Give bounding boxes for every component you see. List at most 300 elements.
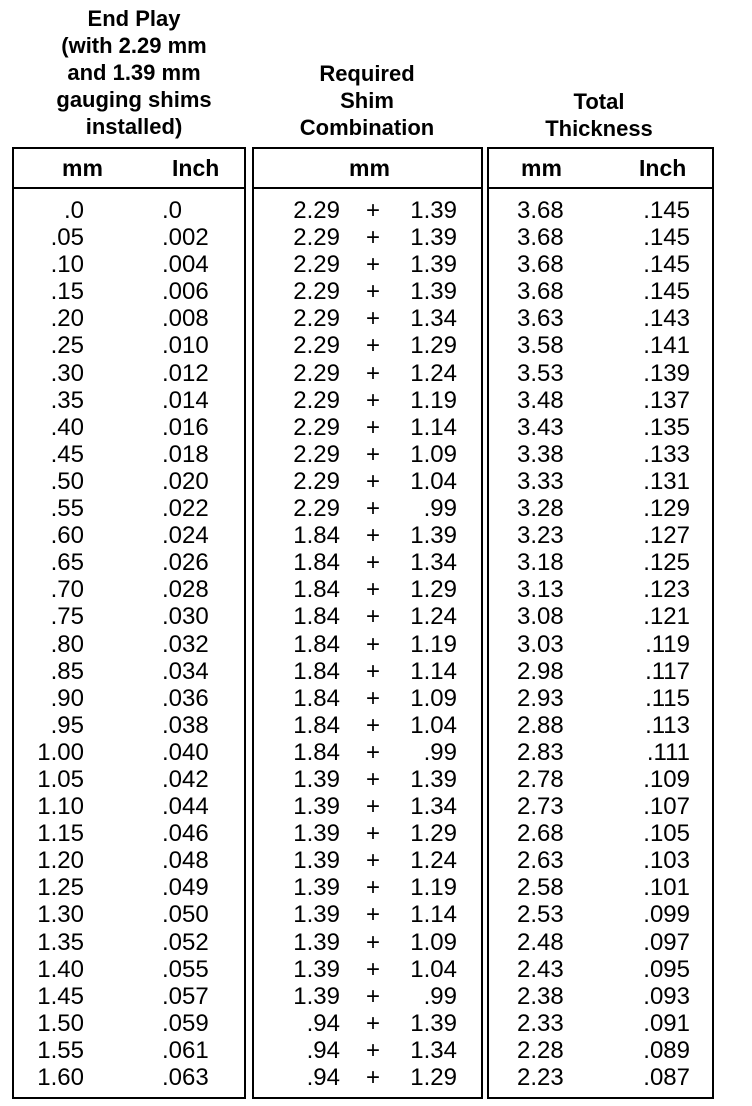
shim-second-value: 1.09 (410, 928, 457, 956)
shim-row (254, 197, 481, 224)
total-row (489, 1037, 712, 1064)
total-mm-value: 3.53 (517, 359, 564, 387)
total-row (489, 901, 712, 928)
plus-sign: + (366, 467, 381, 495)
shim-second-value: 1.29 (410, 576, 457, 604)
plus-sign: + (366, 603, 381, 631)
end-play-mm-value: .50 (50, 467, 84, 495)
total-inch-value: .107 (643, 793, 690, 821)
plus-sign: + (366, 1036, 381, 1064)
total-row (489, 522, 712, 549)
total-mm-value: 3.23 (517, 522, 564, 550)
end-play-header (38, 5, 230, 140)
total-row (489, 360, 712, 387)
shim-header-line: Shim (340, 88, 394, 113)
end-play-row (14, 576, 244, 603)
shim-row (254, 441, 481, 468)
shim-first-value: 2.29 (293, 440, 340, 468)
plus-sign: + (366, 278, 381, 306)
shim-second-value: 1.39 (410, 278, 457, 306)
total-row (489, 549, 712, 576)
total-inch-value: .145 (643, 197, 690, 224)
total-mm-value: 2.78 (517, 765, 564, 793)
shim-first-value: 1.39 (293, 982, 340, 1010)
end-play-row (14, 414, 244, 441)
total-inch-value: .127 (643, 522, 690, 550)
end-play-inch-label: Inch (172, 155, 220, 181)
end-play-inch-value: .026 (162, 549, 209, 577)
end-play-mm-value: 1.50 (37, 1009, 84, 1037)
total-mm-value: 3.68 (517, 197, 564, 224)
total-inch-value: .131 (643, 467, 690, 495)
shim-row (254, 1010, 481, 1037)
total-row (489, 1064, 712, 1091)
total-thickness-column-box (487, 147, 714, 1099)
shim-row (254, 847, 481, 874)
shim-second-value: 1.39 (410, 197, 457, 224)
end-play-mm-value: 1.20 (37, 847, 84, 875)
total-inch-value: .117 (645, 657, 690, 685)
shim-first-value: 2.29 (293, 224, 340, 252)
total-inch-value: .135 (643, 413, 690, 441)
shim-row (254, 983, 481, 1010)
shim-second-value: 1.29 (410, 332, 457, 360)
plus-sign: + (366, 901, 381, 929)
shim-second-value: 1.14 (410, 901, 457, 929)
total-mm-value: 2.73 (517, 793, 564, 821)
shim-second-value: 1.24 (410, 847, 457, 875)
shim-row (254, 766, 481, 793)
total-mm-label: mm (521, 155, 562, 181)
shim-row (254, 1037, 481, 1064)
shim-first-value: .94 (306, 1009, 340, 1037)
shim-second-value: 1.19 (410, 874, 457, 902)
shim-row (254, 712, 481, 739)
plus-sign: + (366, 793, 381, 821)
total-mm-value: 3.18 (517, 549, 564, 577)
plus-sign: + (366, 684, 381, 712)
plus-sign: + (366, 711, 381, 739)
total-inch-label: Inch (639, 155, 687, 181)
total-mm-value: 2.23 (517, 1064, 564, 1091)
end-play-inch-value: .018 (162, 440, 209, 468)
end-play-row (14, 224, 244, 251)
total-row (489, 847, 712, 874)
total-row (489, 712, 712, 739)
shim-second-value: 1.19 (410, 386, 457, 414)
shim-first-value: 2.29 (293, 386, 340, 414)
shim-second-value: 1.34 (410, 793, 457, 821)
shim-first-value: 1.84 (293, 549, 340, 577)
shim-row (254, 874, 481, 901)
end-play-header-line: (with 2.29 mm (61, 33, 207, 58)
shim-first-value: 2.29 (293, 332, 340, 360)
end-play-mm-value: 1.05 (37, 765, 84, 793)
end-play-row (14, 495, 244, 522)
total-mm-value: 2.68 (517, 820, 564, 848)
end-play-mm-value: .30 (50, 359, 84, 387)
total-header-line: Thickness (545, 116, 653, 141)
shim-first-value: 1.84 (293, 657, 340, 685)
end-play-units-row (14, 149, 244, 189)
shim-first-value: .94 (306, 1064, 340, 1091)
total-row (489, 929, 712, 956)
total-inch-value: .105 (643, 820, 690, 848)
end-play-inch-value: .050 (162, 901, 209, 929)
shim-row (254, 305, 481, 332)
end-play-inch-value: .046 (162, 820, 209, 848)
total-mm-value: 2.53 (517, 901, 564, 929)
total-mm-value: 3.68 (517, 251, 564, 279)
total-row (489, 197, 712, 224)
shim-row (254, 522, 481, 549)
total-inch-value: .099 (643, 901, 690, 929)
end-play-mm-value: .55 (50, 495, 84, 523)
total-row (489, 603, 712, 630)
plus-sign: + (366, 955, 381, 983)
total-mm-value: 2.48 (517, 928, 564, 956)
shim-second-value: 1.39 (410, 251, 457, 279)
shim-second-value: 1.19 (410, 630, 457, 658)
plus-sign: + (366, 1009, 381, 1037)
shim-first-value: 1.84 (293, 576, 340, 604)
shim-row (254, 332, 481, 359)
end-play-mm-value: .60 (50, 522, 84, 550)
end-play-inch-value: .022 (162, 495, 209, 523)
total-mm-value: 2.43 (517, 955, 564, 983)
total-row (489, 956, 712, 983)
total-row (489, 414, 712, 441)
end-play-mm-value: 1.10 (37, 793, 84, 821)
shim-first-value: 1.39 (293, 928, 340, 956)
end-play-mm-value: 1.35 (37, 928, 84, 956)
end-play-row (14, 1010, 244, 1037)
total-mm-value: 2.33 (517, 1009, 564, 1037)
shim-header-line: Combination (299, 115, 435, 140)
total-inch-value: .103 (643, 847, 690, 875)
end-play-mm-value: 1.30 (37, 901, 84, 929)
shim-row (254, 739, 481, 766)
total-mm-value: 2.88 (517, 711, 564, 739)
total-inch-value: .109 (643, 765, 690, 793)
end-play-inch-value: .042 (162, 765, 209, 793)
plus-sign: + (366, 386, 381, 414)
shim-row (254, 468, 481, 495)
total-inch-value: .089 (643, 1036, 690, 1064)
shim-first-value: 1.39 (293, 793, 340, 821)
shim-second-value: 1.39 (410, 522, 457, 550)
plus-sign: + (366, 332, 381, 360)
shim-row (254, 929, 481, 956)
plus-sign: + (366, 630, 381, 658)
end-play-inch-value: .012 (162, 359, 209, 387)
end-play-inch-value: .030 (162, 603, 209, 631)
end-play-mm-value: .90 (50, 684, 84, 712)
total-mm-value: 2.58 (517, 874, 564, 902)
end-play-mm-value: .85 (50, 657, 84, 685)
end-play-row (14, 1064, 244, 1091)
shim-first-value: 1.39 (293, 847, 340, 875)
end-play-mm-value: .70 (50, 576, 84, 604)
total-inch-value: .143 (643, 305, 690, 333)
end-play-row (14, 387, 244, 414)
plus-sign: + (366, 765, 381, 793)
end-play-rows (14, 197, 244, 1091)
total-row (489, 766, 712, 793)
end-play-inch-value: .044 (162, 793, 209, 821)
total-inch-value: .139 (643, 359, 690, 387)
end-play-row (14, 332, 244, 359)
end-play-row (14, 658, 244, 685)
end-play-header-line: and 1.39 mm (67, 60, 201, 85)
total-inch-value: .091 (643, 1009, 690, 1037)
shim-second-value: .99 (423, 982, 457, 1010)
total-mm-value: 3.33 (517, 467, 564, 495)
end-play-inch-value: .036 (162, 684, 209, 712)
shim-first-value: 1.84 (293, 630, 340, 658)
total-row (489, 983, 712, 1010)
shim-first-value: 2.29 (293, 278, 340, 306)
shim-row (254, 603, 481, 630)
end-play-row (14, 441, 244, 468)
total-mm-value: 3.68 (517, 224, 564, 252)
shim-second-value: 1.14 (410, 413, 457, 441)
end-play-row (14, 278, 244, 305)
total-row (489, 332, 712, 359)
shim-second-value: 1.04 (410, 711, 457, 739)
end-play-row (14, 874, 244, 901)
plus-sign: + (366, 657, 381, 685)
shim-second-value: 1.04 (410, 467, 457, 495)
total-inch-value: .129 (643, 495, 690, 523)
end-play-inch-value: .006 (162, 278, 209, 306)
end-play-mm-value: .0 (63, 197, 84, 224)
end-play-row (14, 685, 244, 712)
end-play-mm-value: 1.25 (37, 874, 84, 902)
plus-sign: + (366, 359, 381, 387)
shim-first-value: 1.39 (293, 765, 340, 793)
end-play-header-line: gauging shims (56, 87, 212, 112)
shim-row (254, 658, 481, 685)
shim-first-value: 1.84 (293, 684, 340, 712)
end-play-mm-value: 1.55 (37, 1036, 84, 1064)
shim-second-value: 1.39 (410, 765, 457, 793)
shim-row (254, 1064, 481, 1091)
shim-row (254, 278, 481, 305)
end-play-inch-value: .016 (162, 413, 209, 441)
shim-first-value: 1.39 (293, 901, 340, 929)
total-mm-value: 3.28 (517, 495, 564, 523)
total-inch-value: .095 (643, 955, 690, 983)
shim-second-value: 1.09 (410, 684, 457, 712)
plus-sign: + (366, 928, 381, 956)
plus-sign: + (366, 847, 381, 875)
end-play-row (14, 251, 244, 278)
total-mm-value: 3.13 (517, 576, 564, 604)
shim-first-value: 2.29 (293, 305, 340, 333)
end-play-inch-value: .010 (162, 332, 209, 360)
total-inch-value: .119 (645, 630, 690, 658)
total-inch-value: .101 (643, 874, 690, 902)
shim-first-value: .94 (306, 1036, 340, 1064)
end-play-inch-value: .048 (162, 847, 209, 875)
end-play-mm-value: .80 (50, 630, 84, 658)
plus-sign: + (366, 820, 381, 848)
total-row (489, 658, 712, 685)
shim-first-value: 1.39 (293, 820, 340, 848)
total-mm-value: 3.68 (517, 278, 564, 306)
total-row (489, 576, 712, 603)
end-play-row (14, 901, 244, 928)
end-play-inch-value: .055 (162, 955, 209, 983)
shim-second-value: .99 (423, 495, 457, 523)
total-inch-value: .145 (643, 278, 690, 306)
end-play-row (14, 603, 244, 630)
shim-second-value: 1.34 (410, 305, 457, 333)
end-play-mm-label: mm (62, 155, 103, 181)
plus-sign: + (366, 576, 381, 604)
end-play-mm-value: 1.45 (37, 982, 84, 1010)
end-play-row (14, 522, 244, 549)
shim-row (254, 793, 481, 820)
total-row (489, 793, 712, 820)
total-inch-value: .137 (643, 386, 690, 414)
total-mm-value: 3.58 (517, 332, 564, 360)
end-play-mm-value: .10 (50, 251, 84, 279)
total-inch-value: .115 (645, 684, 690, 712)
shim-mm-label: mm (349, 155, 390, 181)
total-inch-value: .093 (643, 982, 690, 1010)
total-row (489, 874, 712, 901)
end-play-mm-value: .35 (50, 386, 84, 414)
end-play-row (14, 197, 244, 224)
total-mm-value: 3.63 (517, 305, 564, 333)
shim-second-value: 1.34 (410, 1036, 457, 1064)
total-inch-value: .097 (643, 928, 690, 956)
end-play-row (14, 983, 244, 1010)
end-play-mm-value: .40 (50, 413, 84, 441)
end-play-inch-value: .040 (162, 738, 209, 766)
plus-sign: + (366, 495, 381, 523)
end-play-row (14, 820, 244, 847)
shim-first-value: 1.84 (293, 738, 340, 766)
end-play-inch-value: .004 (162, 251, 209, 279)
end-play-mm-value: .45 (50, 440, 84, 468)
plus-sign: + (366, 1064, 381, 1091)
end-play-inch-value: .002 (162, 224, 209, 252)
shim-row (254, 387, 481, 414)
shim-first-value: 1.39 (293, 955, 340, 983)
shim-row (254, 251, 481, 278)
total-mm-value: 2.83 (517, 738, 564, 766)
shim-rows (254, 197, 481, 1091)
shim-second-value: .99 (423, 738, 457, 766)
end-play-mm-value: 1.00 (37, 738, 84, 766)
total-thickness-rows (489, 197, 712, 1091)
plus-sign: + (366, 251, 381, 279)
plus-sign: + (366, 413, 381, 441)
total-thickness-header (488, 88, 710, 142)
total-inch-value: .121 (643, 603, 690, 631)
total-mm-value: 2.63 (517, 847, 564, 875)
end-play-row (14, 1037, 244, 1064)
total-inch-value: .123 (643, 576, 690, 604)
shim-first-value: 2.29 (293, 251, 340, 279)
total-row (489, 631, 712, 658)
end-play-row (14, 712, 244, 739)
end-play-row (14, 360, 244, 387)
shim-second-value: 1.09 (410, 440, 457, 468)
shim-first-value: 2.29 (293, 495, 340, 523)
plus-sign: + (366, 549, 381, 577)
end-play-inch-value: .034 (162, 657, 209, 685)
end-play-inch-value: .0 (162, 197, 183, 224)
shim-second-value: 1.24 (410, 359, 457, 387)
end-play-row (14, 549, 244, 576)
total-mm-value: 3.08 (517, 603, 564, 631)
total-inch-value: .087 (643, 1064, 690, 1091)
total-inch-value: .145 (643, 251, 690, 279)
total-inch-value: .145 (643, 224, 690, 252)
end-play-inch-value: .024 (162, 522, 209, 550)
end-play-inch-value: .061 (162, 1036, 209, 1064)
shim-row (254, 414, 481, 441)
shim-first-value: 1.84 (293, 522, 340, 550)
end-play-row (14, 847, 244, 874)
plus-sign: + (366, 874, 381, 902)
end-play-inch-value: .008 (162, 305, 209, 333)
shim-first-value: 2.29 (293, 413, 340, 441)
total-inch-value: .125 (643, 549, 690, 577)
end-play-mm-value: .05 (50, 224, 84, 252)
end-play-row (14, 305, 244, 332)
end-play-mm-value: .95 (50, 711, 84, 739)
end-play-mm-value: .25 (50, 332, 84, 360)
end-play-mm-value: .15 (50, 278, 84, 306)
end-play-row (14, 739, 244, 766)
end-play-column-box (12, 147, 246, 1099)
total-mm-value: 2.93 (517, 684, 564, 712)
total-inch-value: .141 (643, 332, 690, 360)
shim-combination-header (254, 60, 480, 141)
end-play-header-line: End Play (87, 6, 181, 31)
end-play-inch-value: .020 (162, 467, 209, 495)
shim-units-row (254, 149, 481, 189)
end-play-row (14, 793, 244, 820)
end-play-inch-value: .059 (162, 1009, 209, 1037)
total-row (489, 468, 712, 495)
shim-second-value: 1.24 (410, 603, 457, 631)
plus-sign: + (366, 738, 381, 766)
total-mm-value: 3.03 (517, 630, 564, 658)
plus-sign: + (366, 440, 381, 468)
shim-row (254, 549, 481, 576)
shim-row (254, 631, 481, 658)
shim-second-value: 1.29 (410, 1064, 457, 1091)
end-play-row (14, 929, 244, 956)
total-row (489, 820, 712, 847)
total-row (489, 387, 712, 414)
shim-second-value: 1.14 (410, 657, 457, 685)
end-play-header-line: installed) (85, 114, 183, 139)
end-play-row (14, 766, 244, 793)
total-inch-value: .111 (646, 738, 690, 766)
shim-first-value: 1.84 (293, 711, 340, 739)
plus-sign: + (366, 224, 381, 252)
end-play-mm-value: 1.60 (37, 1064, 84, 1091)
total-inch-value: .133 (643, 440, 690, 468)
total-row (489, 305, 712, 332)
